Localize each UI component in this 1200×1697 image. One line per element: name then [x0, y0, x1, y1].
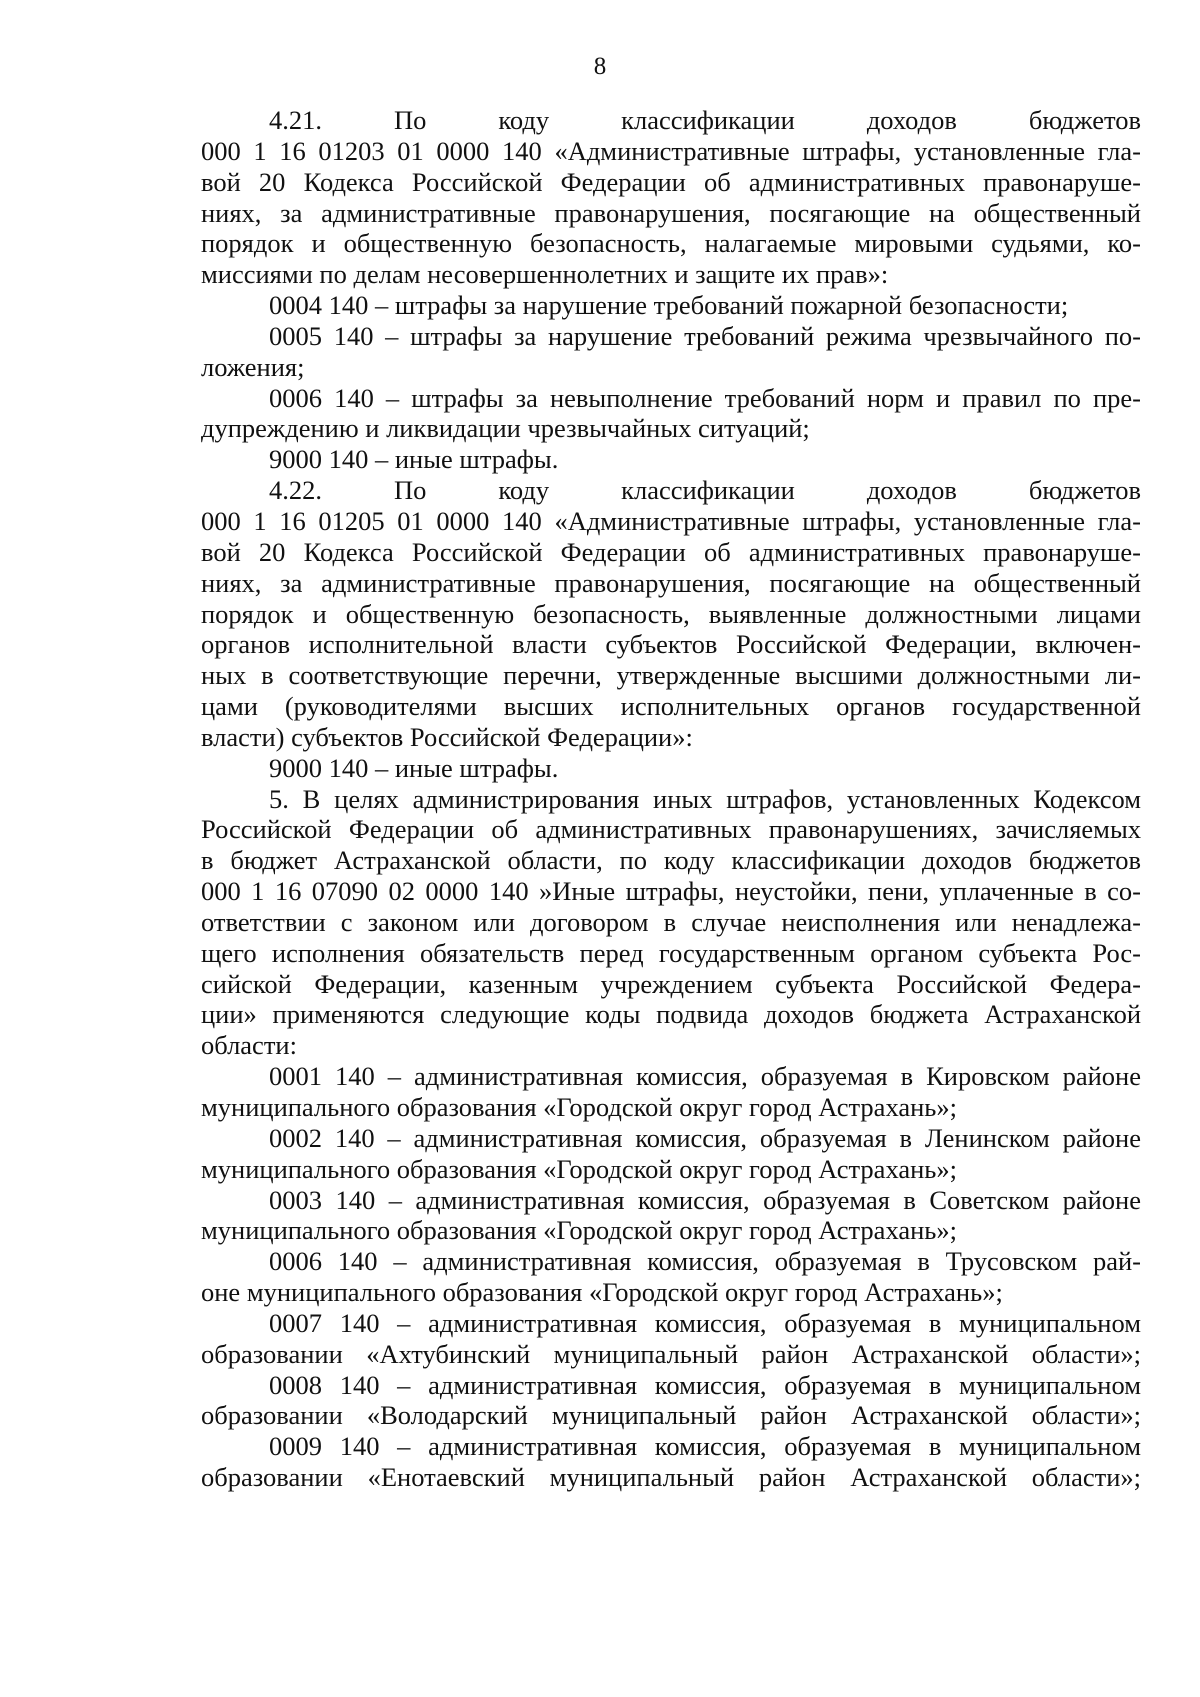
text-line: 000 1 16 01205 01 0000 140 «Административные штрафы, установленные гла-	[201, 505, 1141, 536]
text-line: области:	[201, 1030, 297, 1061]
text-line: ниях, за административные правонарушения, посягающие на общественный	[201, 567, 1141, 598]
text-line: вой 20 Кодекса Российской Федерации об административных правонаруше-	[201, 536, 1141, 567]
text-line: власти) субъектов Российской Федерации»:	[201, 721, 693, 752]
text-line: цами (руководителями высших исполнительных органов государственной	[201, 691, 1141, 722]
text-line: 000 1 16 07090 02 0000 140 »Иные штрафы, неустойки, пени, уплаченные в со-	[201, 876, 1141, 907]
text-line: 0002 140 – административная комиссия, образуемая в Ленинском районе	[269, 1122, 1141, 1153]
text-line: вой 20 Кодекса Российской Федерации об административных правонаруше-	[201, 166, 1141, 197]
text-line: 0003 140 – административная комиссия, образуемая в Советском районе	[269, 1184, 1141, 1215]
text-line: ложения;	[201, 351, 305, 382]
text-line: оне муниципального образования «Городской округ город Астрахань»;	[201, 1277, 1003, 1308]
text-line: органов исполнительной власти субъектов Российской Федерации, включен-	[201, 629, 1141, 660]
text-line: 0006 140 – административная комиссия, образуемая в Трусовском рай-	[269, 1246, 1141, 1277]
text-line: муниципального образования «Городской округ город Астрахань»;	[201, 1215, 957, 1246]
text-line: ных в соответствующие перечни, утвержденные высшими должностными ли-	[201, 660, 1141, 691]
text-line: ции» применяются следующие коды подвида доходов бюджета Астраханской	[201, 999, 1141, 1030]
text-line: образовании «Володарский муниципальный район Астраханской области»;	[201, 1400, 1141, 1431]
text-line: щего исполнения обязательств перед государственным органом субъекта Рос-	[201, 937, 1141, 968]
page-number: 8	[593, 53, 607, 80]
text-line: 0007 140 – административная комиссия, образуемая в муниципальном	[269, 1307, 1141, 1338]
text-line: ниях, за административные правонарушения, посягающие на общественный	[201, 197, 1141, 228]
text-line: дупреждению и ликвидации чрезвычайных ситуаций;	[201, 413, 810, 444]
text-line: образовании «Енотаевский муниципальный район Астраханской области»;	[201, 1462, 1141, 1493]
text-line: порядок и общественную безопасность, выявленные должностными лицами	[201, 598, 1141, 629]
text-line: миссиями по делам несовершеннолетних и защите их прав»:	[201, 259, 889, 290]
text-line: 4.21. По коду классификации доходов бюджетов	[269, 105, 1141, 135]
text-line: сийской Федерации, казенным учреждением субъекта Российской Федера-	[201, 968, 1141, 999]
text-line: 000 1 16 01203 01 0000 140 «Административные штрафы, установленные гла-	[201, 135, 1141, 166]
text-line: образовании «Ахтубинский муниципальный район Астраханской области»;	[201, 1338, 1141, 1369]
text-line: Российской Федерации об административных правонарушениях, зачисляемых	[201, 814, 1141, 845]
text-line: 9000 140 – иные штрафы.	[269, 444, 559, 475]
text-line: муниципального образования «Городской округ город Астрахань»;	[201, 1153, 957, 1184]
text-line: 4.22. По коду классификации доходов бюджетов	[269, 475, 1141, 506]
text-line: в бюджет Астраханской области, по коду классификации доходов бюджетов	[201, 845, 1141, 876]
text-line: 0004 140 – штрафы за нарушение требований пожарной безопасности;	[269, 290, 1069, 321]
document-body	[201, 105, 1141, 1493]
text-line: 5. В целях администрирования иных штрафов, установленных Кодексом	[269, 783, 1141, 814]
text-line: порядок и общественную безопасность, налагаемые мировыми судьями, ко-	[201, 228, 1141, 259]
text-line: ответствии с законом или договором в случае неисполнения или ненадлежа-	[201, 906, 1141, 937]
text-line: 9000 140 – иные штрафы.	[269, 752, 559, 783]
text-line: 0005 140 – штрафы за нарушение требований режима чрезвычайного по-	[269, 320, 1141, 351]
text-line: 0001 140 – административная комиссия, образуемая в Кировском районе	[269, 1061, 1141, 1092]
text-line: 0008 140 – административная комиссия, образуемая в муниципальном	[269, 1369, 1141, 1400]
text-line: 0006 140 – штрафы за невыполнение требований норм и правил по пре-	[269, 382, 1141, 413]
text-line: муниципального образования «Городской округ город Астрахань»;	[201, 1092, 957, 1122]
text-line: 0009 140 – административная комиссия, образуемая в муниципальном	[269, 1431, 1141, 1462]
